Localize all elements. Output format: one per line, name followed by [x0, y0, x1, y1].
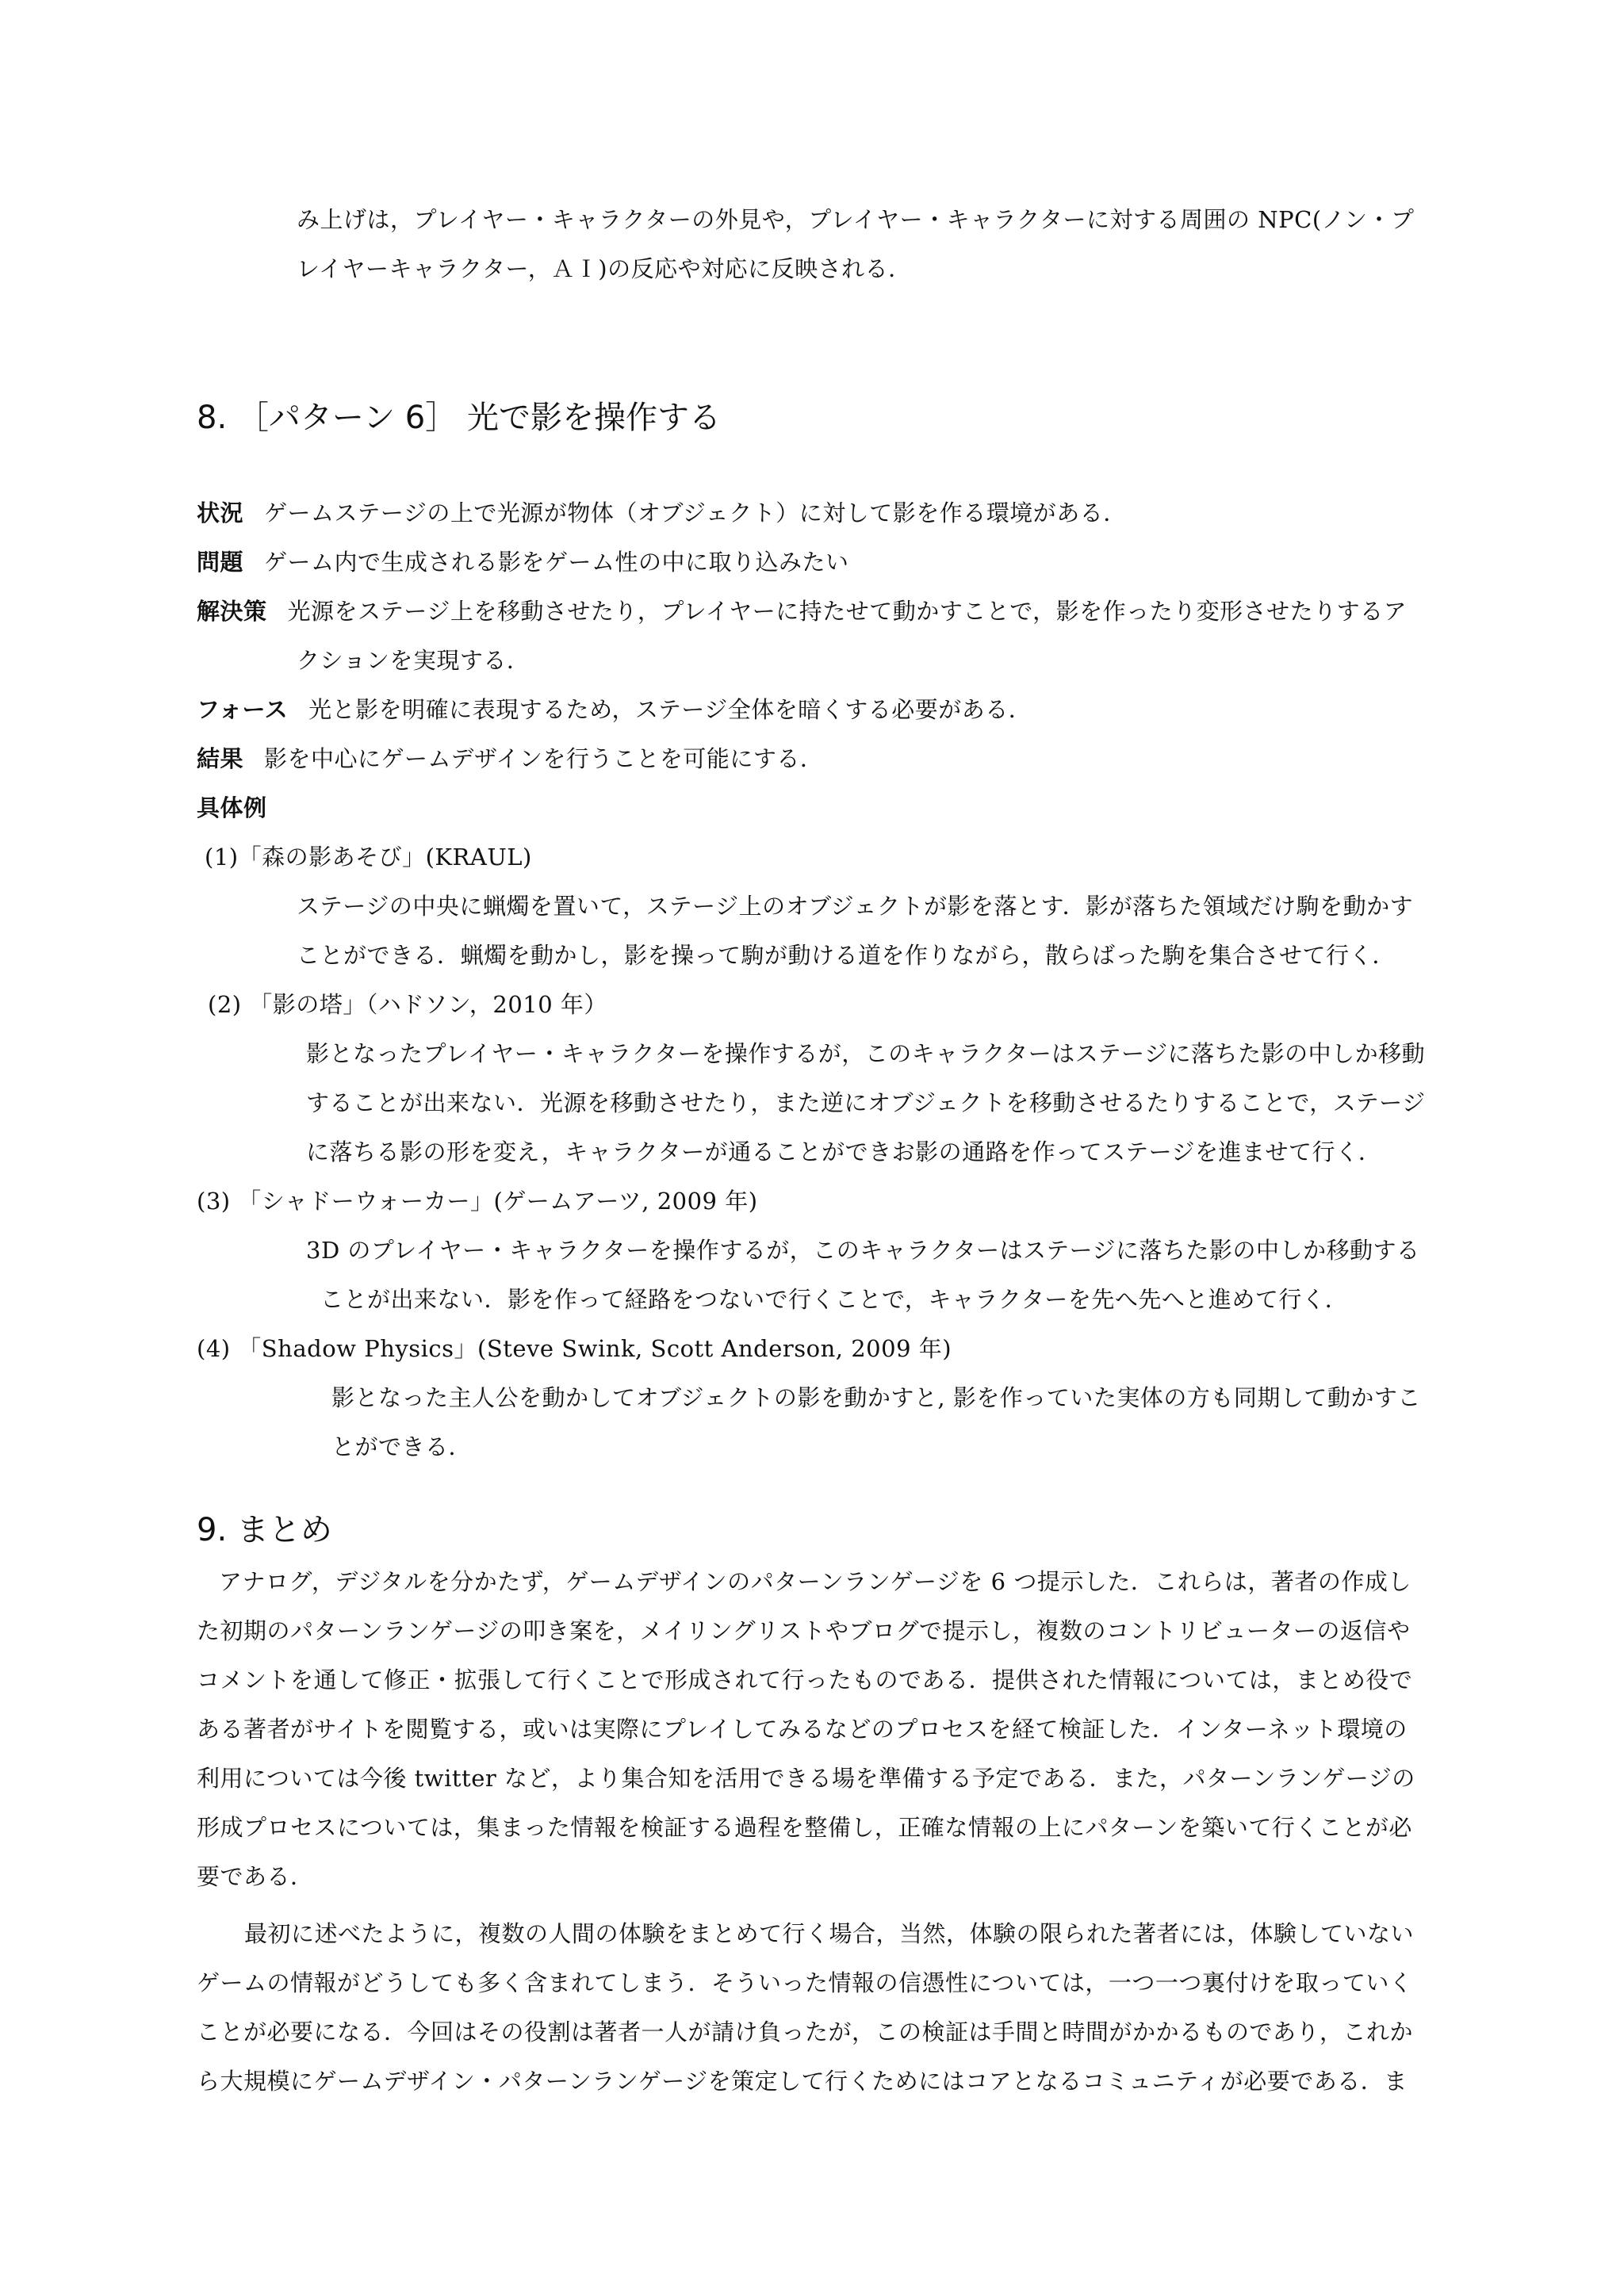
- example-2-title: (2) 「影の塔」（ハドソン，2010 年）: [208, 991, 607, 1018]
- continuation-line-2: レイヤーキャラクター，ＡＩ)の反応や対応に反映される．: [297, 255, 912, 282]
- summary-p1-line-1: アナログ，デジタルを分かたず，ゲームデザインのパターンランゲージを 6 つ提示した．これらは，著者の作成し: [219, 1568, 1411, 1595]
- solution-text-line-2: クションを実現する．: [297, 647, 530, 674]
- summary-p1-line-5: 利用については今後 twitter など，より集合知を活用できる場を準備する予定である．また，パターンランゲージの: [197, 1765, 1415, 1792]
- force-row: [197, 683, 1032, 736]
- result-row: [197, 733, 823, 785]
- force-label: フォース: [197, 696, 289, 723]
- summary-p1-line-4: ある著者がサイトを閲覧する，或いは実際にプレイしてみるなどのプロセスを経て検証した．インターネット環境の: [197, 1716, 1408, 1743]
- force-text: 光と影を明確に表現するため，ステージ全体を暗くする必要がある．: [308, 696, 1032, 723]
- problem-row: [197, 536, 849, 588]
- example-1-line-1: ステージの中央に蝋燭を置いて，ステージ上のオブジェクトが影を落とす．影が落ちた領域だけ駒を動かす: [297, 893, 1414, 920]
- summary-p2-line-1: 最初に述べたように，複数の人間の体験をまとめて行く場合，当然，体験の限られた著者には，体験していない: [244, 1920, 1415, 1947]
- example-1-title: (1)「森の影あそび」(KRAUL): [205, 844, 532, 871]
- continuation-line-1: み上げは，プレイヤー・キャラクターの外見や，プレイヤー・キャラクターに対する周囲の NPC(ノン・プ: [297, 206, 1415, 233]
- example-2-line-2: することが出来ない．光源を移動させたり，また逆にオブジェクトを移動させるたりすることで，ステージ: [306, 1089, 1426, 1116]
- example-3-line-1: 3D のプレイヤー・キャラクターを操作するが，このキャラクターはステージに落ちた影の中しか移動する: [306, 1237, 1420, 1264]
- result-text: 影を中心にゲームデザインを行うことを可能にする．: [264, 745, 824, 772]
- example-2-line-1: 影となったプレイヤー・キャラクターを操作するが，このキャラクターはステージに落ちた影の中しか移動: [306, 1040, 1426, 1067]
- summary-p1-line-3: コメントを通して修正・拡張して行くことで形成されて行ったものである．提供された情報については，まとめ役で: [197, 1667, 1413, 1693]
- summary-p2-line-3: ことが必要になる．今回はその役割は著者一人が請け負ったが，この検証は手間と時間がかかるものであり，これか: [197, 2019, 1414, 2045]
- problem-label: 問題: [197, 549, 244, 576]
- situation-row: [197, 487, 1127, 539]
- solution-label: 解決策: [197, 598, 267, 625]
- example-2-line-3: に落ちる影の形を変え，キャラクターが通ることができお影の通路を作ってステージを進ませて行く．: [306, 1138, 1382, 1165]
- example-1-line-2: ことができる．蝋燭を動かし，影を操って駒が動ける道を作りながら，散らばった駒を集合させて行く．: [297, 942, 1396, 969]
- result-label: 結果: [197, 745, 244, 772]
- example-3-line-2: ことが出来ない．影を作って経路をつないで行くことで，キャラクターを先へ先へと進めて行く．: [320, 1286, 1349, 1313]
- summary-p2-line-2: ゲームの情報がどうしても多く含まれてしまう．そういった情報の信憑性については，一つ一つ裏付けを取っていく: [197, 1969, 1413, 1996]
- example-3-title: (3) 「シャドーウォーカー」(ゲームアーツ, 2009 年): [197, 1188, 758, 1215]
- examples-label: [197, 782, 288, 834]
- summary-p1-line-7: 要である．: [197, 1863, 314, 1890]
- situation-label: 状況: [197, 499, 244, 526]
- solution-text-line-1: 光源をステージ上を移動させたり，プレイヤーに持たせて動かすことで，影を作ったり変形させたりするア: [287, 598, 1408, 625]
- examples-label-text: 具体例: [197, 794, 267, 821]
- situation-text: ゲームステージの上で光源が物体（オブジェクト）に対して影を作る環境がある．: [264, 499, 1127, 526]
- section-8-heading: 8. ［パターン 6］ 光で影を操作する: [197, 400, 721, 436]
- example-4-title: (4) 「Shadow Physics」(Steve Swink, Scott Anderson, 2009 年): [197, 1335, 952, 1362]
- problem-text: ゲーム内で生成される影をゲーム性の中に取り込みたい: [264, 549, 849, 576]
- section-9-heading: 9. まとめ: [197, 1512, 332, 1548]
- example-4-line-1: 影となった主人公を動かしてオブジェクトの影を動かすと, 影を作っていた実体の方も同期して動かすこ: [331, 1384, 1421, 1411]
- summary-p1-line-2: た初期のパターンランゲージの叩き案を，メイリングリストやブログで提示し，複数のコントリビューターの返信や: [197, 1617, 1411, 1644]
- solution-row: [197, 585, 1407, 637]
- example-4-line-2: とができる．: [331, 1433, 473, 1460]
- summary-p1-line-6: 形成プロセスについては，集まった情報を検証する過程を整備し，正確な情報の上にパターンを築いて行くことが必: [197, 1814, 1412, 1841]
- summary-p2-line-4: ら大規模にゲームデザイン・パターンランゲージを策定して行くためにはコアとなるコミュニティが必要である．ま: [197, 2068, 1408, 2095]
